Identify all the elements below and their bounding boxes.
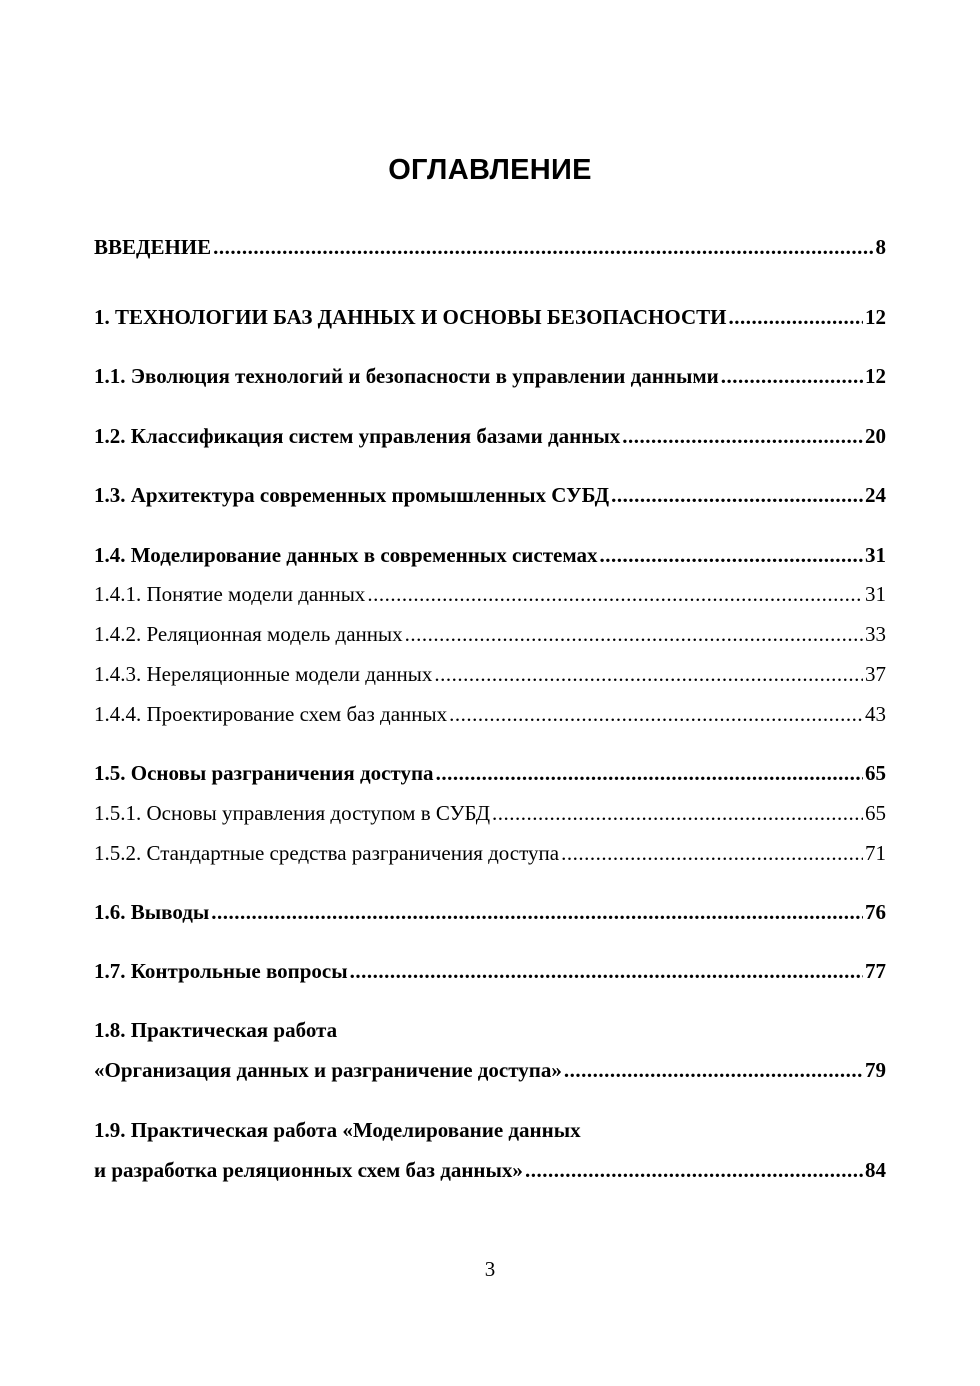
toc-entry-subsection-1-4-3[interactable] [94, 659, 886, 689]
toc-entry-page: 43 [865, 702, 886, 726]
dot-leader [561, 838, 863, 868]
toc-entry-title: 1.1. Эволюция технологий и безопасности в управлении данными [94, 364, 719, 388]
toc-entry-page: 76 [865, 900, 886, 924]
toc-entry-title: 1.8. Практическая работа [94, 1018, 338, 1042]
toc-entry-section-1-9-line-2[interactable] [94, 1155, 886, 1185]
toc-entry-page: 71 [865, 841, 886, 865]
toc-entry-page: 84 [865, 1158, 886, 1182]
toc-entry-title: 1.7. Контрольные вопросы [94, 959, 348, 983]
toc-entry-section-1-1[interactable] [94, 361, 886, 391]
toc-entry-title: «Организация данных и разграничение доступа» [94, 1058, 562, 1082]
toc-entry-page: 33 [865, 622, 886, 646]
toc-entry-title: 1.4. Моделирование данных в современных системах [94, 543, 598, 567]
toc-entry-title: 1.3. Архитектура современных промышленных СУБД [94, 483, 610, 507]
toc-entry-subsection-1-5-2[interactable] [94, 838, 886, 868]
dot-leader [622, 421, 863, 451]
toc-entry-page: 24 [865, 483, 886, 507]
toc-entry-title: 1.5.2. Стандартные средства разграничения доступа [94, 841, 560, 865]
toc-entry-title: 1.4.4. Проектирование схем баз данных [94, 702, 448, 726]
toc-entry-chapter-1[interactable] [94, 302, 886, 332]
dot-leader [721, 361, 863, 391]
toc-entry-page: 65 [865, 801, 886, 825]
toc-entry-section-1-6[interactable] [94, 897, 886, 927]
dot-leader [728, 302, 863, 332]
toc-entry-title: 1.4.3. Нереляционные модели данных [94, 662, 433, 686]
toc-entry-section-1-8-line-2[interactable] [94, 1055, 886, 1085]
dot-leader [211, 897, 863, 927]
toc-entry-title: 1.5. Основы разграничения доступа [94, 761, 434, 785]
toc-entry-title: 1.9. Практическая работа «Моделирование данных [94, 1118, 581, 1142]
dot-leader [525, 1155, 863, 1185]
toc-entry-title: 1.4.2. Реляционная модель данных [94, 622, 403, 646]
toc-entry-title: 1.4.1. Понятие модели данных [94, 582, 366, 606]
dot-leader [405, 619, 863, 649]
toc-entry-title: 1.5.1. Основы управления доступом в СУБД [94, 801, 491, 825]
dot-leader [434, 659, 863, 689]
toc-entry-title: 1.6. Выводы [94, 900, 210, 924]
toc-entry-section-1-3[interactable] [94, 480, 886, 510]
dot-leader [436, 758, 863, 788]
toc-entry-title: 1. ТЕХНОЛОГИИ БАЗ ДАННЫХ И ОСНОВЫ БЕЗОПАСНОСТИ [94, 305, 727, 329]
page-number: 3 [484, 1257, 496, 1281]
toc-entry-subsection-1-4-2[interactable] [94, 619, 886, 649]
toc-entry-subsection-1-4-1[interactable] [94, 579, 886, 609]
toc-entry-page: 79 [865, 1058, 886, 1082]
toc-entry-page: 31 [865, 582, 886, 606]
toc-entry-section-1-9-line-1[interactable] [94, 1115, 886, 1145]
toc-entry-page: 31 [865, 543, 886, 567]
toc-entry-introduction[interactable] [94, 232, 886, 262]
toc-entry-section-1-7[interactable] [94, 956, 886, 986]
toc-entry-page: 8 [875, 235, 886, 259]
toc-entry-section-1-5[interactable] [94, 758, 886, 788]
toc-entry-title: и разработка реляционных схем баз данных» [94, 1158, 523, 1182]
toc-entry-page: 12 [865, 305, 886, 329]
toc-entry-page: 12 [865, 364, 886, 388]
dot-leader [611, 480, 863, 510]
dot-leader [492, 798, 863, 828]
dot-leader [449, 699, 863, 729]
toc-entry-section-1-4[interactable] [94, 540, 886, 570]
dot-leader [213, 232, 873, 262]
toc-entry-page: 20 [865, 424, 886, 448]
toc-entry-subsection-1-5-1[interactable] [94, 798, 886, 828]
toc-entry-subsection-1-4-4[interactable] [94, 699, 886, 729]
dot-leader [600, 540, 864, 570]
toc-entry-title: 1.2. Классификация систем управления базами данных [94, 424, 621, 448]
toc-entry-title: ВВЕДЕНИЕ [94, 235, 212, 259]
dot-leader [367, 579, 863, 609]
dot-leader [564, 1055, 863, 1085]
toc-entry-page: 77 [865, 959, 886, 983]
dot-leader [350, 956, 863, 986]
toc-entry-section-1-8-line-1[interactable] [94, 1015, 886, 1045]
page-title: ОГЛАВЛЕНИЕ [388, 154, 592, 186]
toc-entry-section-1-2[interactable] [94, 421, 886, 451]
toc-entry-page: 65 [865, 761, 886, 785]
toc-entry-page: 37 [865, 662, 886, 686]
